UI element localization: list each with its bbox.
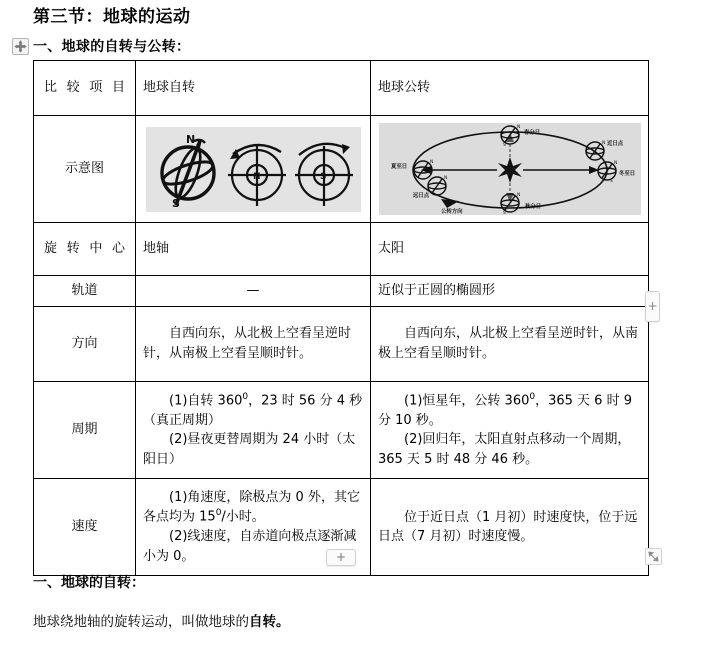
header-cell-revolution: 地球公转 bbox=[371, 61, 649, 116]
table-row bbox=[34, 116, 649, 223]
row-label-center: 旋 转 中 心 bbox=[34, 223, 136, 276]
resize-diagonal-icon bbox=[646, 549, 661, 564]
cell-revolution-center: 太阳 bbox=[371, 223, 649, 276]
cell-revolution-diagram bbox=[371, 116, 649, 223]
svg-text:N: N bbox=[613, 161, 617, 166]
header-cell-item: 比 较 项 目 bbox=[34, 61, 136, 116]
speed-rotation-text-1 bbox=[143, 488, 363, 527]
orbit-dash: — bbox=[246, 282, 260, 298]
label-winter-solstice: 冬至日 bbox=[618, 171, 635, 177]
rotation-label-south: S bbox=[171, 196, 180, 210]
earth-revolution-diagram bbox=[379, 123, 641, 215]
svg-text:N: N bbox=[429, 160, 433, 165]
speed-revolution-text-1: 位于近日点（1 月初）时速度快，位于远日点（7 月初）时速度慢。 bbox=[378, 509, 638, 544]
label-aphelion: 远日点 bbox=[412, 193, 429, 199]
cell-revolution-orbit: 近似于正圆的椭圆形 bbox=[371, 276, 649, 307]
label-spring-equinox: 春分日 bbox=[523, 130, 540, 136]
cell-rotation-orbit bbox=[136, 276, 371, 307]
period-rotation-1a: (1)自转 360 bbox=[169, 393, 243, 409]
period-revolution-1b: ，365 天 6 时 9 分 10 秒。 bbox=[378, 393, 632, 428]
cell-revolution-period bbox=[371, 382, 649, 479]
label-autumn-equinox: 秋分日 bbox=[524, 204, 541, 210]
speed-rotation-text-2: (2)线速度，自赤道向极点逐渐减小为 0。 bbox=[143, 529, 357, 564]
insert-column-button[interactable]: + bbox=[645, 291, 660, 322]
cell-rotation-center: 地轴 bbox=[136, 223, 371, 276]
speed-rotation-1a: (1)角速度，除极点为 0 外，其它各点均为 15 bbox=[143, 489, 360, 525]
rotation-label-north-pole: N bbox=[252, 171, 261, 182]
cell-revolution-speed bbox=[371, 479, 649, 576]
rotation-label-south-pole: S bbox=[319, 171, 326, 182]
body-paragraph bbox=[33, 610, 290, 630]
row-label-diagram: 示意图 bbox=[34, 116, 136, 223]
period-rotation-1b: ，23 时 56 分 4 秒（真正周期） bbox=[143, 393, 363, 428]
svg-text:S: S bbox=[502, 143, 506, 148]
cell-rotation-diagram bbox=[136, 116, 371, 223]
svg-text:N: N bbox=[443, 176, 447, 181]
table-header-row bbox=[34, 61, 649, 116]
speed-rotation-1b: /小时。 bbox=[221, 509, 265, 525]
table-row bbox=[34, 382, 649, 479]
cell-rotation-direction bbox=[136, 307, 371, 382]
svg-text:S: S bbox=[609, 179, 613, 184]
period-rotation-text-2: (2)昼夜更替周期为 24 小时（太阳日） bbox=[143, 432, 356, 467]
cell-rotation-period bbox=[136, 382, 371, 479]
cell-revolution-direction bbox=[371, 307, 649, 382]
direction-revolution-text: 自西向东，从北极上空看呈逆时针，从南极上空看呈顺时针。 bbox=[378, 325, 639, 361]
row-label-speed: 速度 bbox=[34, 479, 136, 576]
header-cell-rotation: 地球自转 bbox=[136, 61, 371, 116]
section-heading: 一、地球的自转与公转： bbox=[33, 39, 191, 55]
comparison-table bbox=[33, 60, 649, 576]
svg-text:N: N bbox=[601, 141, 605, 146]
row-label-direction: 方向 bbox=[34, 307, 136, 382]
period-revolution-text-2: (2)回归年，太阳直射点移动一个周期，365 天 5 时 48 分 46 秒。 bbox=[378, 432, 631, 467]
earth-rotation-diagram bbox=[146, 127, 361, 212]
insert-row-button[interactable]: + bbox=[326, 549, 356, 566]
period-rotation-text-1 bbox=[143, 391, 363, 430]
label-summer-solstice: 夏至日 bbox=[390, 164, 407, 170]
table-row bbox=[34, 307, 649, 382]
page-title: 第三节：地球的运动 bbox=[33, 7, 191, 27]
table-row bbox=[34, 276, 649, 307]
body-paragraph-emphasis: 自转。 bbox=[249, 614, 290, 630]
degree-sign: 0 bbox=[215, 508, 222, 519]
row-label-period: 周期 bbox=[34, 382, 136, 479]
rotation-label-north: N bbox=[185, 132, 195, 146]
degree-sign: 0 bbox=[242, 391, 249, 402]
svg-text:S: S bbox=[502, 211, 506, 215]
period-revolution-1a: (1)恒星年，公转 360 bbox=[404, 393, 530, 409]
move-cross-icon bbox=[13, 39, 28, 54]
svg-text:N: N bbox=[516, 125, 520, 130]
row-label-orbit: 轨道 bbox=[34, 276, 136, 307]
label-revolution-direction: 公转方向 bbox=[440, 209, 463, 215]
table-move-handle[interactable] bbox=[12, 38, 29, 55]
body-paragraph-text: 地球绕地轴的旋转运动，叫做地球的 bbox=[33, 614, 249, 630]
degree-sign: 0 bbox=[529, 391, 536, 402]
period-revolution-text-1 bbox=[378, 391, 641, 430]
sub-heading: 一、地球的自转： bbox=[33, 575, 145, 591]
table-row bbox=[34, 223, 649, 276]
svg-text:N: N bbox=[516, 193, 520, 198]
direction-rotation-text: 自西向东，从北极上空看呈逆时针，从南极上空看呈顺时针。 bbox=[143, 325, 352, 361]
table-resize-handle[interactable] bbox=[645, 548, 662, 565]
label-perihelion: 近日点 bbox=[606, 141, 623, 147]
